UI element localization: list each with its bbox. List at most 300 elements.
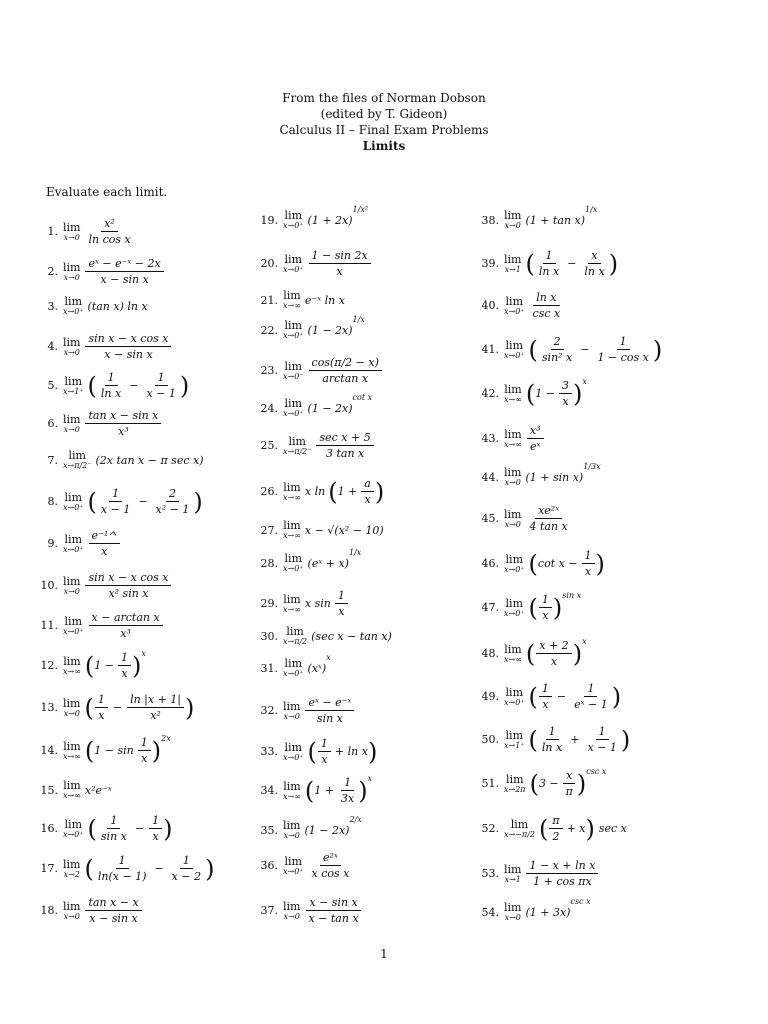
numerator: 1 − x + ln x [526, 860, 598, 874]
denominator: x [364, 493, 371, 506]
problem-24 [254, 393, 373, 418]
limit-approach: x→0 [63, 272, 80, 282]
limit-operator [63, 262, 80, 282]
lim-word: lim [63, 574, 81, 588]
problem-number: 27. [260, 523, 278, 537]
numerator: xe²ˣ [535, 505, 562, 519]
lim-word: lim [284, 209, 302, 222]
problem-22 [254, 315, 365, 340]
problem-36 [254, 852, 353, 879]
operator: − [134, 822, 145, 835]
right-paren: ) [367, 737, 378, 766]
denominator: x − 2 [171, 870, 202, 883]
problem-14 [30, 734, 171, 765]
second-fraction [594, 336, 651, 363]
limit-approach: x→π/2⁻ [283, 446, 312, 456]
prefix: 1 − [535, 387, 555, 400]
problem-19 [254, 205, 369, 230]
left-paren: ( [87, 371, 97, 400]
second-fraction [571, 683, 611, 710]
problem-48 [477, 637, 587, 668]
right-paren: ) [358, 776, 368, 805]
problem-number: 9. [47, 537, 58, 550]
problem-number: 2. [47, 265, 58, 278]
numerator: ln |x + 1| [127, 694, 184, 708]
problem-30 [254, 626, 392, 646]
limit-operator [63, 819, 84, 839]
inner-fraction [559, 380, 572, 407]
numerator: 1 [318, 738, 331, 752]
limit-operator [504, 384, 522, 404]
left-paren: ( [528, 725, 538, 754]
left-paren: ( [525, 379, 536, 408]
denominator: x cos x [311, 867, 350, 880]
limit-approach: x→0 [63, 911, 80, 921]
denominator: sin² x [541, 351, 573, 364]
right-paren: ) [608, 249, 619, 278]
limit-approach: x→0 [63, 347, 80, 357]
limit-approach: x→1⁺ [63, 386, 84, 396]
problem-number: 31. [260, 661, 278, 675]
limit-approach: x→0⁺ [504, 350, 525, 360]
left-paren: ( [87, 487, 97, 516]
numerator: x [588, 250, 600, 264]
problem-number: 14. [40, 744, 58, 757]
exponent: x [582, 377, 587, 386]
expression: (1 − 2x) [307, 323, 353, 337]
limit-operator [504, 598, 525, 618]
left-paren: ( [84, 693, 94, 722]
prefix: 1 − sin [94, 744, 134, 757]
right-paren: ) [163, 814, 173, 843]
problem-number: 48. [481, 647, 499, 660]
problem-number: 54. [481, 905, 499, 919]
denominator: x − 1 [100, 503, 131, 516]
problem-38 [477, 205, 598, 230]
expression-fraction [527, 425, 544, 452]
limit-operator [63, 780, 81, 800]
problem-50 [477, 726, 630, 753]
problem-number: 33. [260, 745, 278, 758]
denominator: x − sin x [104, 348, 153, 361]
problem-46 [477, 550, 605, 577]
expression-fraction [85, 572, 171, 599]
problem-26 [254, 478, 384, 505]
lim-word: lim [64, 532, 82, 546]
problem-number: 38. [481, 213, 499, 227]
right-paren: ) [652, 335, 663, 364]
lim-word: lim [68, 449, 86, 462]
problem-number: 46. [481, 557, 499, 570]
problem-2 [30, 258, 165, 285]
denominator: x [321, 753, 328, 766]
numerator: 1 [155, 372, 168, 386]
limit-approach: x→0⁻ [283, 371, 304, 381]
problem-number: 19. [260, 213, 278, 227]
problem-53 [477, 860, 599, 887]
inner-fraction [582, 550, 595, 577]
numerator: 1 [335, 590, 348, 604]
denominator: ln x [584, 265, 605, 278]
right-paren: ) [576, 769, 587, 798]
right-paren: ) [151, 736, 162, 765]
prefix: 1 − [94, 659, 114, 672]
limit-operator [63, 337, 80, 357]
left-paren: ( [528, 335, 538, 364]
denominator: eˣ [529, 440, 541, 453]
expression: (1 + tan x) [525, 213, 586, 227]
problem-number: 24. [260, 401, 278, 415]
problem-21 [254, 290, 345, 310]
operator: − [129, 379, 139, 392]
numerator: 1 [539, 683, 552, 697]
first-fraction [539, 336, 575, 363]
numerator: sec x + 5 [316, 432, 373, 446]
right-paren: ) [572, 639, 583, 668]
inner-fraction [318, 738, 331, 765]
lim-word: lim [63, 335, 81, 349]
problem-number: 5. [47, 379, 58, 392]
problem-number: 22. [260, 323, 278, 337]
denominator: x [584, 565, 592, 578]
lim-word: lim [505, 728, 523, 742]
limit-approach: x→0 [63, 586, 80, 596]
numerator: cos(π/2 − x) [309, 357, 382, 371]
exponent: x [582, 637, 587, 646]
limit-approach: x→0⁺ [283, 669, 304, 678]
denominator: x [152, 830, 159, 843]
expression: (1 + 2x) [307, 213, 353, 227]
problem-number: 42. [481, 387, 499, 400]
lim-word: lim [288, 434, 306, 448]
denominator: x − 1 [146, 387, 176, 400]
expression: (eˣ + x) [307, 556, 349, 570]
problem-5 [30, 372, 189, 399]
prefix: 1 + [314, 784, 334, 797]
problem-number: 34. [260, 784, 278, 797]
expression: (xˣ) [307, 661, 327, 675]
lim-word: lim [283, 592, 301, 606]
numerator: 1 [617, 336, 630, 350]
operator: − [112, 701, 123, 714]
prefix: cot x − [537, 557, 578, 570]
problem-11 [30, 612, 164, 639]
problem-43 [477, 425, 545, 452]
problem-49 [477, 683, 621, 710]
numerator: e⁻¹ᐟˣ [89, 530, 120, 544]
denominator: x³ [118, 425, 129, 438]
lim-word: lim [63, 696, 81, 710]
lim-word: lim [63, 260, 81, 274]
limit-approach: x→0 [504, 913, 521, 922]
lim-word: lim [505, 552, 523, 566]
limit-approach: x→2π [504, 784, 526, 794]
lim-word: lim [504, 382, 522, 396]
right-paren: ) [205, 854, 215, 883]
limit-operator [63, 656, 81, 676]
problem-54 [477, 897, 591, 922]
inner-fraction [335, 590, 348, 617]
problem-10 [30, 572, 172, 599]
limit-operator [283, 856, 304, 876]
problem-40 [477, 292, 564, 319]
right-paren: ) [374, 477, 385, 506]
operator: + [570, 733, 580, 746]
lim-word: lim [504, 862, 522, 876]
lim-word: lim [284, 552, 302, 565]
prefix: 3 − [538, 777, 559, 790]
limit-operator [283, 594, 301, 614]
expression: e⁻ˣ ln x [304, 293, 345, 307]
expression-fraction [309, 250, 371, 277]
limit-operator [504, 819, 535, 839]
limit-operator [283, 361, 304, 381]
numerator: π [549, 815, 562, 829]
first-fraction [539, 683, 552, 710]
limit-approach: x→0⁺ [283, 264, 304, 274]
limit-approach: x→∞ [63, 666, 81, 676]
inner-fraction [549, 815, 562, 842]
limit-operator [283, 520, 301, 540]
lim-word: lim [63, 779, 81, 792]
lim-word: lim [505, 685, 523, 699]
limit-approach: x→−π/2 [504, 829, 535, 839]
left-paren: ( [528, 593, 538, 622]
problem-number: 32. [260, 704, 278, 717]
problem-23 [254, 357, 383, 384]
expression: (2x tan x − π sec x) [95, 453, 204, 467]
limit-operator [283, 210, 304, 230]
problem-number: 8. [47, 495, 58, 508]
lim-word: lim [63, 857, 81, 871]
limit-operator [63, 901, 80, 921]
limit-approach: x→0⁺ [283, 331, 304, 340]
problem-47 [477, 591, 582, 622]
limit-approach: x→0 [283, 911, 300, 921]
denominator: 1 + cos πx [533, 875, 592, 888]
problem-52 [477, 815, 627, 842]
denominator: x² − 1 [155, 503, 190, 516]
limit-approach: x→0⁺ [504, 564, 525, 574]
problem-number: 35. [260, 823, 278, 837]
limit-approach: x→0⁺ [504, 608, 525, 618]
numerator: 2 [166, 488, 179, 502]
limit-operator [283, 398, 304, 418]
first-fraction [95, 855, 150, 882]
limit-approach: x→π/2 [283, 637, 308, 646]
limit-approach: x→0⁺ [283, 409, 304, 418]
exponent: 2x [161, 734, 171, 743]
expression-fraction [85, 897, 141, 924]
denominator: π [565, 785, 573, 798]
numerator: 2 [551, 336, 564, 350]
limit-approach: x→∞ [283, 301, 301, 310]
problem-51 [477, 767, 607, 798]
problem-number: 11. [40, 619, 58, 632]
denominator: ln x [100, 387, 122, 400]
expression-fraction [526, 505, 570, 532]
inner-fraction [338, 777, 357, 804]
exponent: cot x [352, 393, 373, 402]
limit-operator [63, 450, 91, 470]
numerator: e²ˣ [320, 852, 341, 866]
first-fraction [98, 815, 130, 842]
lim-word: lim [510, 817, 529, 831]
inner-fraction [118, 652, 131, 679]
limit-operator [63, 414, 80, 434]
problem-number: 17. [40, 862, 58, 875]
left-paren: ( [525, 249, 535, 278]
lim-word: lim [64, 817, 82, 831]
expression-fraction [309, 852, 353, 879]
limit-approach: x→∞ [283, 492, 301, 502]
problem-number: 52. [481, 822, 499, 835]
lim-word: lim [284, 740, 302, 754]
problem-number: 20. [260, 257, 278, 270]
first-fraction [98, 488, 133, 515]
lim-word: lim [64, 490, 82, 504]
numerator: x² [101, 218, 118, 232]
problem-17 [30, 855, 214, 882]
expression-fraction [85, 410, 161, 437]
first-fraction [98, 372, 124, 399]
limit-approach: x→0⁺ [283, 866, 304, 876]
left-paren: ( [528, 682, 538, 711]
header-source: From the files of Norman Dobson [282, 91, 486, 105]
limit-operator [283, 626, 307, 646]
problem-number: 7. [47, 453, 58, 467]
problem-number: 16. [40, 822, 58, 835]
left-paren: ( [84, 736, 95, 765]
lim-word: lim [506, 772, 524, 786]
numerator: 1 [546, 726, 559, 740]
limit-operator [504, 730, 525, 750]
inner-fraction [138, 737, 151, 764]
problem-12 [30, 649, 146, 680]
problem-41 [477, 336, 662, 363]
lim-word: lim [64, 295, 82, 308]
problem-number: 25. [260, 439, 278, 452]
problem-44 [477, 462, 601, 487]
numerator: sin x − x cos x [85, 572, 171, 586]
problem-27 [254, 520, 384, 540]
left-paren: ( [528, 549, 538, 578]
denominator: 3 tan x [325, 447, 365, 460]
left-paren: ( [84, 854, 94, 883]
second-fraction [584, 726, 619, 753]
numerator: x + 2 [536, 640, 571, 654]
numerator: sin x − x cos x [85, 333, 171, 347]
problem-number: 3. [47, 299, 58, 313]
limit-approach: x→∞ [504, 394, 522, 404]
problem-number: 39. [481, 257, 499, 270]
limit-operator [504, 644, 522, 664]
limit-operator [504, 296, 525, 316]
problem-number: 1. [47, 225, 58, 238]
numerator: x − arctan x [89, 612, 163, 626]
limit-approach: x→0⁺ [283, 752, 304, 762]
left-paren: ( [307, 737, 317, 766]
expression: (1 + sin x) [525, 470, 584, 484]
right-paren: ) [585, 814, 595, 843]
problem-number: 6. [47, 417, 58, 430]
header-editor: (edited by T. Gideon) [320, 107, 448, 121]
lim-word: lim [505, 596, 523, 610]
numerator: 1 [584, 683, 597, 697]
left-paren: ( [328, 477, 338, 506]
numerator: tan x − x [85, 897, 141, 911]
problem-number: 12. [40, 659, 58, 672]
limit-operator [504, 210, 521, 230]
limit-operator [283, 482, 301, 502]
limit-operator [63, 698, 80, 718]
problem-25 [254, 432, 375, 459]
denominator: ln cos x [88, 233, 131, 246]
numerator: 1 [138, 737, 151, 751]
problem-3 [30, 296, 148, 316]
left-paren: ( [84, 651, 95, 680]
limit-operator [504, 509, 521, 529]
problem-8 [30, 488, 203, 515]
limit-approach: x→2 [63, 869, 80, 879]
lim-word: lim [284, 854, 302, 868]
numerator: eˣ − e⁻ˣ [305, 697, 354, 711]
numerator: 1 [95, 694, 108, 708]
lim-word: lim [283, 699, 301, 713]
limit-operator [63, 222, 80, 242]
limit-operator [283, 658, 304, 678]
numerator: x [563, 770, 575, 784]
exponent: x [326, 653, 331, 662]
numerator: 1 [149, 815, 162, 829]
second-fraction [153, 488, 193, 515]
limit-approach: x→1 [504, 874, 521, 884]
numerator: 1 [109, 488, 122, 502]
numerator: 1 [543, 250, 556, 264]
expression: (tan x) ln x [87, 299, 148, 313]
lim-word: lim [63, 412, 81, 426]
numerator: 3 [559, 380, 572, 394]
page-title: Limits [362, 139, 406, 153]
problem-9 [30, 530, 121, 557]
limit-operator [283, 320, 304, 340]
problem-number: 18. [40, 904, 58, 917]
document-header [0, 90, 768, 154]
limit-operator [504, 774, 526, 794]
limit-operator [63, 859, 80, 879]
lim-word: lim [283, 289, 301, 302]
limit-approach: x→0⁺ [63, 626, 84, 636]
problem-13 [30, 694, 194, 721]
instructions: Evaluate each limit. [46, 185, 168, 199]
problem-number: 21. [260, 293, 278, 307]
limit-operator [283, 901, 300, 921]
limit-approach: x→0 [63, 232, 80, 242]
limit-approach: x→0⁺ [63, 307, 84, 316]
lim-word: lim [504, 427, 522, 441]
denominator: x [121, 667, 128, 680]
denominator: x [101, 545, 108, 558]
limit-operator [504, 864, 521, 884]
expression-fraction [305, 897, 361, 924]
limit-approach: x→∞ [504, 439, 522, 449]
numerator: 1 [341, 777, 354, 791]
page-number: 1 [380, 947, 388, 961]
lim-word: lim [63, 220, 81, 234]
lim-word: lim [504, 252, 522, 266]
numerator: 1 [107, 815, 120, 829]
limit-operator [63, 741, 81, 761]
